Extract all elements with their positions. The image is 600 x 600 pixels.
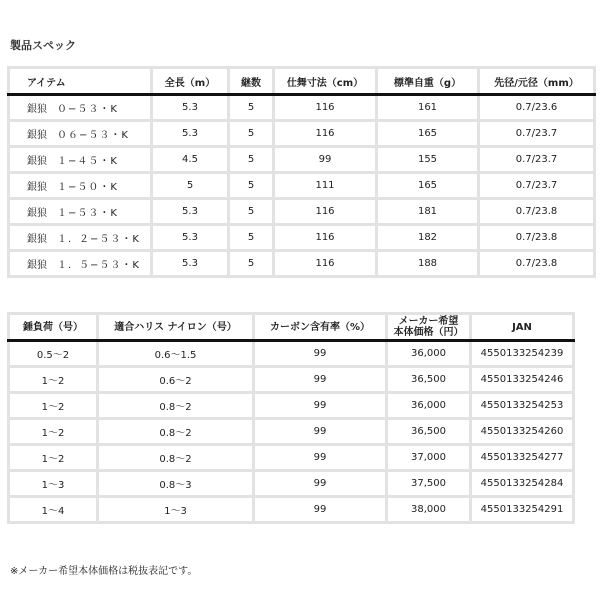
- section-title: 製品スペック: [10, 39, 76, 52]
- spec-table-row: [9, 199, 595, 225]
- carbon-content-cell: 99: [254, 419, 387, 445]
- pieces-cell: 5: [229, 251, 274, 277]
- carbon-content-cell: 99: [254, 471, 387, 497]
- item-series: 銀狼: [27, 260, 47, 271]
- sinker-load-cell: 0.5〜2: [9, 341, 98, 367]
- item-name-cell: [9, 251, 152, 277]
- item-name-cell: [9, 121, 152, 147]
- carbon-content-cell: 99: [254, 497, 387, 523]
- sinker-load-cell: 1〜2: [9, 445, 98, 471]
- sinker-load-cell: 1〜2: [9, 419, 98, 445]
- length-cell: 5.3: [152, 199, 229, 225]
- leader-line-cell: 0.6〜2: [98, 367, 254, 393]
- header-jan: JAN: [471, 314, 574, 341]
- weight-cell: 182: [377, 225, 479, 251]
- pieces-cell: 5: [229, 173, 274, 199]
- spec-table-header: [9, 68, 595, 95]
- spec-table-row: [9, 173, 595, 199]
- weight-cell: 161: [377, 95, 479, 121]
- price-cell: 38,000: [387, 497, 471, 523]
- header-length: 全長（m）: [152, 68, 229, 95]
- diameter-cell: 0.7/23.6: [479, 95, 595, 121]
- leader-line-cell: 0.8〜2: [98, 419, 254, 445]
- spec-table-row: [9, 121, 595, 147]
- weight-cell: 155: [377, 147, 479, 173]
- item-series: 銀狼: [27, 182, 47, 193]
- item-series: 銀狼: [27, 130, 47, 141]
- weight-cell: 165: [377, 121, 479, 147]
- diameter-cell: 0.7/23.8: [479, 199, 595, 225]
- leader-line-cell: 0.6〜1.5: [98, 341, 254, 367]
- closed-length-cell: 116: [274, 199, 377, 225]
- item-code: １．５−５３・K: [57, 260, 140, 271]
- price-cell: 37,000: [387, 445, 471, 471]
- diameter-cell: 0.7/23.7: [479, 173, 595, 199]
- item-name-cell: [9, 199, 152, 225]
- closed-length-cell: 116: [274, 225, 377, 251]
- closed-length-cell: 116: [274, 121, 377, 147]
- price-table-row: [9, 341, 574, 367]
- price-table-row: [9, 367, 574, 393]
- item-name-cell: [9, 225, 152, 251]
- pieces-cell: 5: [229, 147, 274, 173]
- sinker-load-cell: 1〜4: [9, 497, 98, 523]
- item-name-cell: [9, 95, 152, 121]
- price-cell: 36,000: [387, 341, 471, 367]
- item-code: ０６−５３・K: [57, 130, 129, 141]
- diameter-cell: 0.7/23.7: [479, 147, 595, 173]
- price-table-row: [9, 393, 574, 419]
- length-cell: 5.3: [152, 95, 229, 121]
- price-cell: 36,000: [387, 393, 471, 419]
- length-cell: 5.3: [152, 251, 229, 277]
- item-series: 銀狼: [27, 156, 47, 167]
- price-table-header: [9, 314, 574, 341]
- sinker-load-cell: 1〜2: [9, 367, 98, 393]
- price-cell: 36,500: [387, 419, 471, 445]
- spec-table: [7, 66, 596, 278]
- carbon-content-cell: 99: [254, 341, 387, 367]
- jan-cell: 4550133254239: [471, 341, 574, 367]
- item-series: 銀狼: [27, 104, 47, 115]
- spec-table-row: [9, 251, 595, 277]
- spec-table-row: [9, 225, 595, 251]
- pieces-cell: 5: [229, 95, 274, 121]
- price-cell: 37,500: [387, 471, 471, 497]
- diameter-cell: 0.7/23.8: [479, 251, 595, 277]
- weight-cell: 165: [377, 173, 479, 199]
- length-cell: 4.5: [152, 147, 229, 173]
- header-diameter: 先径/元径（mm）: [479, 68, 595, 95]
- weight-cell: 188: [377, 251, 479, 277]
- jan-cell: 4550133254291: [471, 497, 574, 523]
- price-table-row: [9, 419, 574, 445]
- jan-cell: 4550133254277: [471, 445, 574, 471]
- pieces-cell: 5: [229, 225, 274, 251]
- jan-cell: 4550133254246: [471, 367, 574, 393]
- item-series: 銀狼: [27, 234, 47, 245]
- carbon-content-cell: 99: [254, 367, 387, 393]
- item-series: 銀狼: [27, 208, 47, 219]
- pieces-cell: 5: [229, 199, 274, 225]
- header-item: アイテム: [9, 68, 152, 95]
- price-table-row: [9, 497, 574, 523]
- header-weight: 標準自重（g）: [377, 68, 479, 95]
- leader-line-cell: 0.8〜2: [98, 393, 254, 419]
- item-code: １−４５・K: [57, 156, 118, 167]
- jan-cell: 4550133254253: [471, 393, 574, 419]
- price-table: [7, 312, 575, 524]
- leader-line-cell: 1〜3: [98, 497, 254, 523]
- diameter-cell: 0.7/23.7: [479, 121, 595, 147]
- price-table-row: [9, 471, 574, 497]
- header-sinker-load: 錘負荷（号）: [9, 314, 98, 341]
- closed-length-cell: 116: [274, 251, 377, 277]
- closed-length-cell: 111: [274, 173, 377, 199]
- jan-cell: 4550133254260: [471, 419, 574, 445]
- leader-line-cell: 0.8〜3: [98, 471, 254, 497]
- spec-table-row: [9, 95, 595, 121]
- carbon-content-cell: 99: [254, 445, 387, 471]
- item-code: １−５３・K: [57, 208, 118, 219]
- header-leader-line: 適合ハリス ナイロン（号）: [98, 314, 254, 341]
- item-code: １−５０・K: [57, 182, 118, 193]
- jan-cell: 4550133254284: [471, 471, 574, 497]
- header-price-line2: 本体価格（円）: [393, 327, 464, 338]
- leader-line-cell: 0.8〜2: [98, 445, 254, 471]
- item-name-cell: [9, 173, 152, 199]
- sinker-load-cell: 1〜3: [9, 471, 98, 497]
- length-cell: 5.3: [152, 121, 229, 147]
- carbon-content-cell: 99: [254, 393, 387, 419]
- weight-cell: 181: [377, 199, 479, 225]
- header-price-line1: メーカー希望: [398, 316, 459, 327]
- item-code: １．２−５３・K: [57, 234, 140, 245]
- item-name-cell: [9, 147, 152, 173]
- closed-length-cell: 116: [274, 95, 377, 121]
- price-table-row: [9, 445, 574, 471]
- header-carbon-content: カーボン含有率（%）: [254, 314, 387, 341]
- pieces-cell: 5: [229, 121, 274, 147]
- closed-length-cell: 99: [274, 147, 377, 173]
- price-cell: 36,500: [387, 367, 471, 393]
- header-price: [387, 314, 471, 341]
- item-code: ０−５３・K: [57, 104, 118, 115]
- sinker-load-cell: 1〜2: [9, 393, 98, 419]
- header-closed-length: 仕舞寸法（cm）: [274, 68, 377, 95]
- length-cell: 5.3: [152, 225, 229, 251]
- diameter-cell: 0.7/23.8: [479, 225, 595, 251]
- length-cell: 5: [152, 173, 229, 199]
- tax-note: ※メーカー希望本体価格は税抜表記です。: [10, 566, 198, 577]
- spec-table-row: [9, 147, 595, 173]
- header-pieces: 継数: [229, 68, 274, 95]
